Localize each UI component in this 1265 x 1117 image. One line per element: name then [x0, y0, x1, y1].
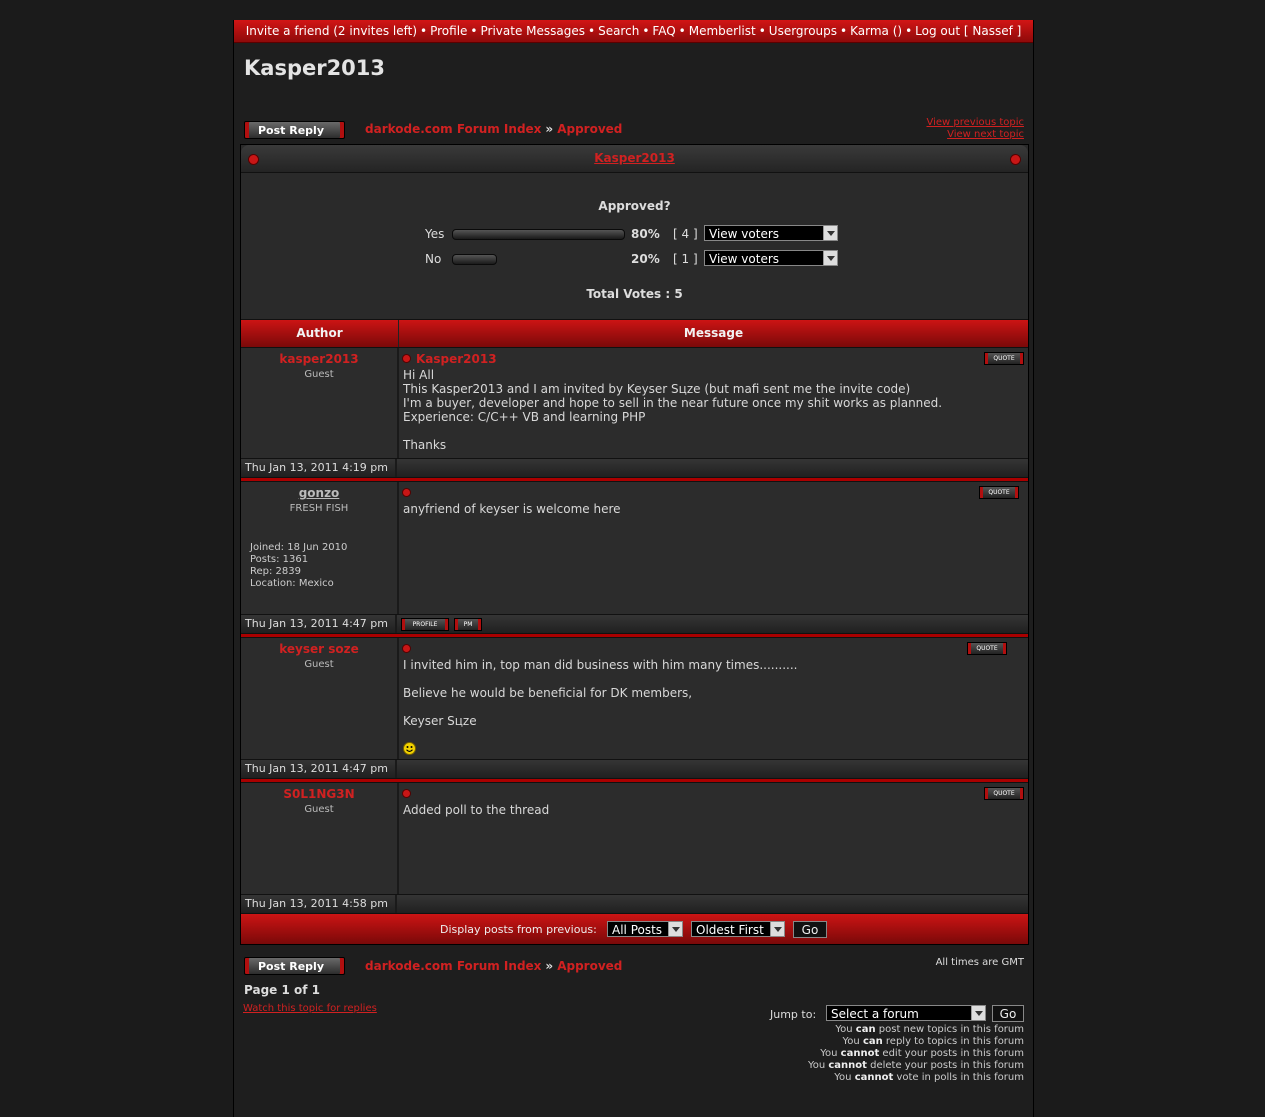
top-navigation [234, 20, 1033, 43]
poll-option-label: No [425, 252, 442, 266]
permission-suffix: vote in polls in this forum [893, 1072, 1024, 1083]
breadcrumb-approved[interactable]: Approved [557, 959, 623, 973]
author-posts: Posts: 1361 [250, 554, 309, 565]
post-line: I'm a buyer, developer and hope to sell in the near future once my shit works as planned. [403, 396, 943, 410]
view-previous-topic-link[interactable]: View previous topic [926, 117, 1024, 128]
nav-logout[interactable]: Log out [ Nassef ] [915, 24, 1022, 38]
post-reply-button[interactable]: Post Reply [244, 957, 345, 975]
post-body [399, 638, 1028, 759]
chevron-down-icon [823, 251, 837, 265]
view-voters-value: View voters [709, 227, 780, 241]
nav-separator: • [840, 24, 848, 38]
jump-to-label: Jump to: [770, 1008, 817, 1021]
post-line: This Kasper2013 and I am invited by Keyser Sцze (but mafi sent me the invite code) [403, 382, 911, 396]
post-subject [403, 787, 1028, 803]
poll-option-percent: 80% [631, 227, 660, 241]
post-line: I invited him in, top man did business with him many times.......... [403, 658, 798, 672]
post-icon [403, 355, 410, 362]
view-voters-value: View voters [709, 252, 780, 266]
post-author [241, 482, 399, 614]
poll-total-votes: Total Votes : 5 [586, 287, 683, 301]
post [241, 347, 1028, 458]
permission-status: cannot [828, 1060, 867, 1071]
permission-prefix: You [807, 1060, 829, 1071]
display-go-button[interactable]: Go [793, 921, 827, 938]
nav-karma[interactable]: Karma () [850, 24, 903, 38]
poll-header [241, 145, 1028, 172]
post-line: Keyser Sцze [403, 714, 477, 728]
view-voters-select[interactable] [704, 250, 838, 266]
permission-prefix: You [835, 1024, 856, 1035]
nav-separator: • [642, 24, 650, 38]
post-line: Added poll to the thread [403, 803, 550, 817]
message-column-header: Message [683, 326, 744, 340]
permission-suffix: reply to topics in this forum [882, 1036, 1024, 1047]
poll-option-count: [ 1 ] [673, 252, 698, 266]
author-rank: Guest [304, 659, 334, 670]
nav-separator: • [470, 24, 478, 38]
permission-prefix: You [842, 1036, 863, 1047]
post-footer-actions [397, 895, 1028, 913]
left-dot-icon [248, 154, 259, 165]
breadcrumb-separator: » [545, 122, 554, 136]
permission-line [808, 1048, 1024, 1060]
post-date: Thu Jan 13, 2011 4:47 pm [241, 760, 397, 778]
author-joined: Joined: 18 Jun 2010 [250, 542, 348, 553]
poll-option-yes [241, 225, 1028, 243]
poll-option-count: [ 4 ] [673, 227, 698, 241]
permission-prefix: You [834, 1072, 855, 1083]
author-info [250, 542, 347, 590]
post-line [403, 700, 1028, 714]
poll-result-bar [452, 229, 625, 240]
topic-frame [240, 144, 1029, 945]
poll-header-title[interactable]: Kasper2013 [594, 151, 675, 165]
poll-option-no [241, 250, 1028, 268]
post-date: Thu Jan 13, 2011 4:58 pm [241, 895, 397, 913]
post-reply-button[interactable]: Post Reply [244, 121, 345, 139]
right-dot-icon [1010, 154, 1021, 165]
topic-navigation [926, 117, 1024, 141]
post-footer [241, 614, 1028, 633]
page-info: Page 1 of 1 [244, 983, 320, 997]
permission-status: cannot [840, 1048, 880, 1059]
post-author [241, 783, 399, 894]
author-rank: Guest [304, 369, 334, 380]
nav-memberlist[interactable]: Memberlist [688, 24, 756, 38]
poll-option-percent: 20% [631, 252, 660, 266]
sort-order-select[interactable] [691, 921, 785, 937]
chevron-down-icon [823, 226, 837, 240]
permission-suffix: delete your posts in this forum [866, 1060, 1024, 1071]
profile-button[interactable]: PROFILE [401, 618, 449, 631]
page-title: Kasper2013 [244, 56, 386, 80]
display-posts-value: All Posts [612, 923, 663, 937]
breadcrumb-approved[interactable]: Approved [557, 122, 623, 136]
quote-button[interactable]: QUOTE [979, 486, 1019, 499]
breadcrumb-separator: » [545, 959, 554, 973]
jump-to-select[interactable] [826, 1005, 986, 1021]
post-date: Thu Jan 13, 2011 4:47 pm [241, 615, 397, 633]
nav-separator: • [588, 24, 596, 38]
post-icon [403, 790, 410, 797]
post-author [241, 348, 399, 458]
breadcrumb [365, 959, 622, 973]
chevron-down-icon [770, 922, 784, 936]
quote-button[interactable]: QUOTE [967, 642, 1007, 655]
watch-topic-link[interactable]: Watch this topic for replies [243, 1003, 377, 1014]
permission-prefix: You [820, 1048, 841, 1059]
post-icon [403, 645, 410, 652]
view-voters-select[interactable] [704, 225, 838, 241]
permission-line [808, 1036, 1024, 1048]
author-rank: Guest [304, 804, 334, 815]
nav-faq[interactable]: FAQ [652, 24, 676, 38]
nav-usergroups[interactable]: Usergroups [768, 24, 838, 38]
post-subject [403, 352, 1028, 368]
timezone-note: All times are GMT [935, 957, 1024, 968]
nav-separator: • [758, 24, 766, 38]
nav-separator: • [678, 24, 686, 38]
breadcrumb [365, 122, 622, 136]
permission-line [808, 1024, 1024, 1036]
post-body [399, 348, 1028, 458]
post-body [399, 783, 1028, 894]
post-line [403, 424, 1028, 438]
nav-separator: • [905, 24, 913, 38]
post-line: Hi All [403, 368, 435, 382]
view-next-topic-link[interactable]: View next topic [947, 129, 1024, 140]
display-posts-select[interactable] [607, 921, 683, 937]
quote-button[interactable]: QUOTE [984, 352, 1024, 365]
author-location: Location: Mexico [250, 578, 334, 589]
author-name[interactable]: S0L1NG3N [283, 787, 355, 801]
permission-line [808, 1072, 1024, 1084]
post [241, 637, 1028, 759]
smiley-icon [403, 742, 416, 755]
display-posts-label: Display posts from previous: [440, 923, 597, 936]
post-footer [241, 894, 1028, 913]
forum-permissions [808, 1024, 1024, 1084]
post-line: Believe he would be beneficial for DK members, [403, 686, 693, 700]
author-name[interactable]: kasper2013 [279, 352, 359, 366]
post-line: Thanks [403, 438, 447, 452]
poll-question: Approved? [598, 199, 671, 213]
post-subject-text: Kasper2013 [416, 352, 497, 366]
poll-result-bar [452, 254, 497, 265]
sort-order-value: Oldest First [696, 923, 764, 937]
permission-line [808, 1060, 1024, 1072]
permission-status: can [862, 1036, 883, 1047]
post-footer-actions [397, 760, 1028, 778]
nav-invite[interactable]: Invite a friend (2 invites left) [245, 24, 418, 38]
post-line [403, 672, 1028, 686]
quote-button[interactable]: QUOTE [984, 787, 1024, 800]
poll [241, 172, 1028, 319]
post-line: anyfriend of keyser is welcome here [403, 502, 621, 516]
author-column-header: Author [241, 320, 399, 347]
nav-private-messages[interactable]: Private Messages [480, 24, 585, 38]
chevron-down-icon [971, 1006, 985, 1020]
permission-status: can [855, 1024, 876, 1035]
nav-separator: • [420, 24, 428, 38]
pm-button[interactable]: PM [454, 618, 482, 631]
author-rank: FRESH FISH [289, 503, 349, 514]
jump-go-button[interactable]: Go [992, 1005, 1024, 1022]
post-line: Experience: C/C++ VB and learning PHP [403, 410, 646, 424]
post-author [241, 638, 399, 759]
post-footer-actions [397, 459, 1028, 477]
breadcrumb-forum-index[interactable]: darkode.com Forum Index [365, 959, 542, 973]
permission-status: cannot [854, 1072, 894, 1083]
post-footer [241, 759, 1028, 778]
post-subject [403, 642, 1028, 658]
author-name[interactable]: keyser soze [279, 642, 359, 656]
display-options-bar [241, 913, 1028, 944]
post [241, 782, 1028, 894]
post-spacer [403, 728, 1028, 742]
breadcrumb-forum-index[interactable]: darkode.com Forum Index [365, 122, 542, 136]
permission-suffix: post new topics in this forum [875, 1024, 1024, 1035]
chevron-down-icon [668, 922, 682, 936]
permission-suffix: edit your posts in this forum [879, 1048, 1024, 1059]
poll-option-label: Yes [425, 227, 445, 241]
posts-header [241, 319, 1028, 347]
post-icon [403, 489, 410, 496]
jump-to-value: Select a forum [831, 1007, 919, 1021]
post-footer [241, 458, 1028, 477]
page [233, 20, 1034, 1117]
post [241, 481, 1028, 614]
post-date: Thu Jan 13, 2011 4:19 pm [241, 459, 397, 477]
post-subject [403, 486, 1028, 502]
post-body [399, 482, 1028, 614]
nav-search[interactable]: Search [598, 24, 640, 38]
post-footer-actions [397, 615, 1028, 633]
nav-profile[interactable]: Profile [430, 24, 468, 38]
author-rep: Rep: 2839 [250, 566, 301, 577]
author-name[interactable]: gonzo [298, 486, 340, 500]
